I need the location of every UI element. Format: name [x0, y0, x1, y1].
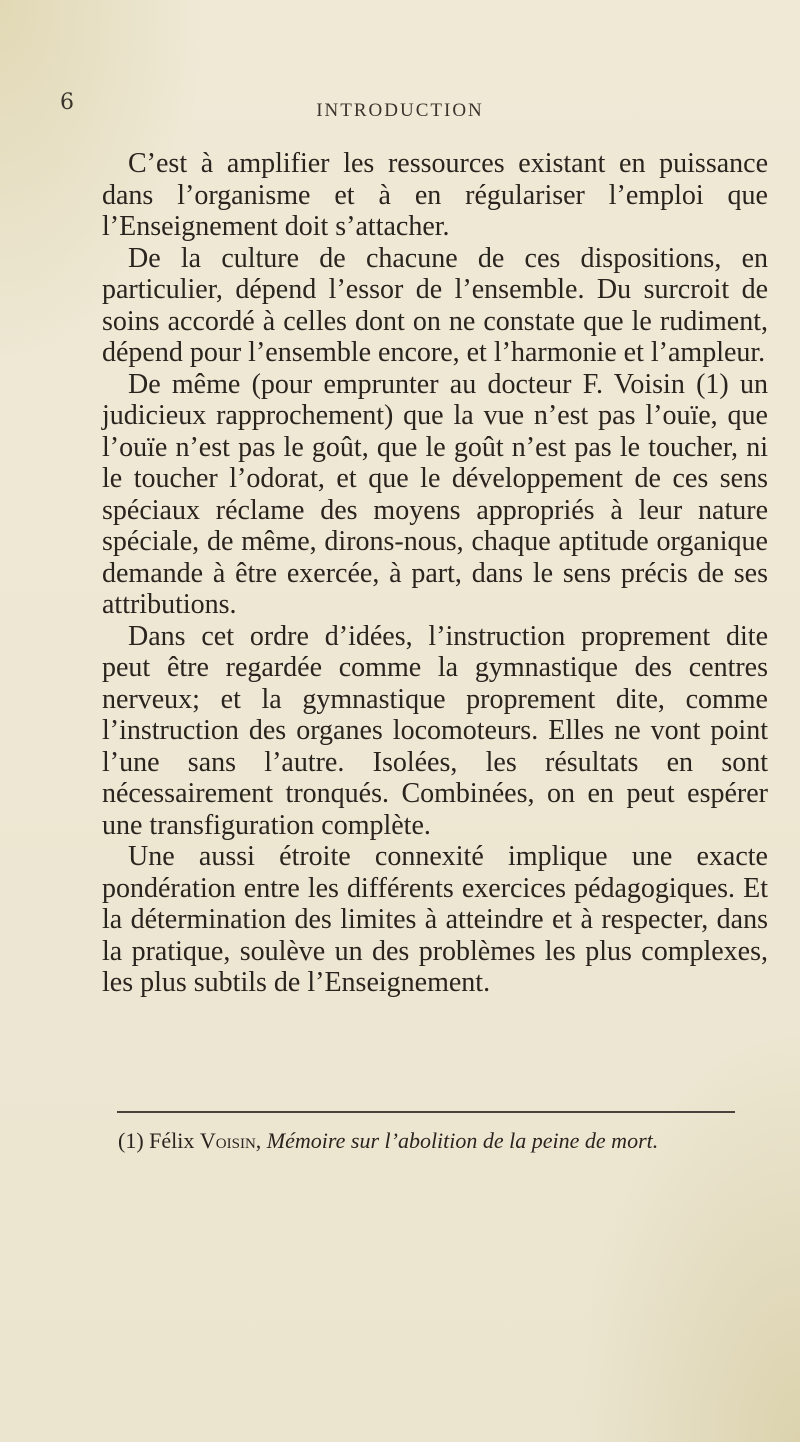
page-number: 6 — [60, 90, 75, 115]
footnote-author-first: Félix — [149, 1128, 195, 1153]
running-title: INTRODUCTION — [316, 100, 484, 121]
footnote-divider — [117, 1111, 735, 1113]
paragraph: C’est à amplifier les ressources existant en puissance dans l’organisme et à en régulariser l’emploi que l’Enseignement doit s’attacher. — [102, 148, 768, 242]
footnote-title: Mémoire sur l’abolition de la peine de mort. — [266, 1128, 659, 1153]
paragraph: Une aussi étroite connexité implique une exacte pondération entre les différents exercices pédagogiques. Et la détermination des limites à atteindre et à respecter, dans la pratique, soulève un des problèmes les plus complexes, les plus subtils de l’Enseignement. — [102, 841, 768, 998]
footnote — [118, 1127, 768, 1155]
body-text — [102, 148, 768, 999]
footnote-author-last: Voisin, — [199, 1128, 262, 1153]
paragraph: De la culture de chacune de ces dispositions, en particulier, dépend l’essor de l’ensemble. Du surcroit de soins accordé à celles dont on ne constate que le rudiment, dépend pour l’ensemble encore, et l’harmonie et l’ampleur. — [102, 242, 768, 368]
paragraph: Dans cet ordre d’idées, l’instruction proprement dite peut être regardée comme la gymnastique des centres nerveux; et la gymnastique proprement dite, comme l’instruction des organes locomoteurs. Elles ne vont point l’une sans l’autre. Isolées, les résultats en sont nécessairement tronqués. Combinées, on en peut espérer une transfiguration complète. — [102, 620, 768, 841]
footnote-marker: (1) — [118, 1128, 144, 1153]
paragraph: De même (pour emprunter au docteur F. Voisin (1) un judicieux rapprochement) que la vue n’est pas l’ouïe, que l’ouïe n’est pas le goût, que le goût n’est pas le toucher, ni le toucher l’odorat, et que le développement de ces sens spéciaux réclame des moyens appropriés à leur nature spéciale, de même, dirons-nous, chaque aptitude organique demande à être exercée, à part, dans le sens précis de ses attributions. — [102, 368, 768, 620]
